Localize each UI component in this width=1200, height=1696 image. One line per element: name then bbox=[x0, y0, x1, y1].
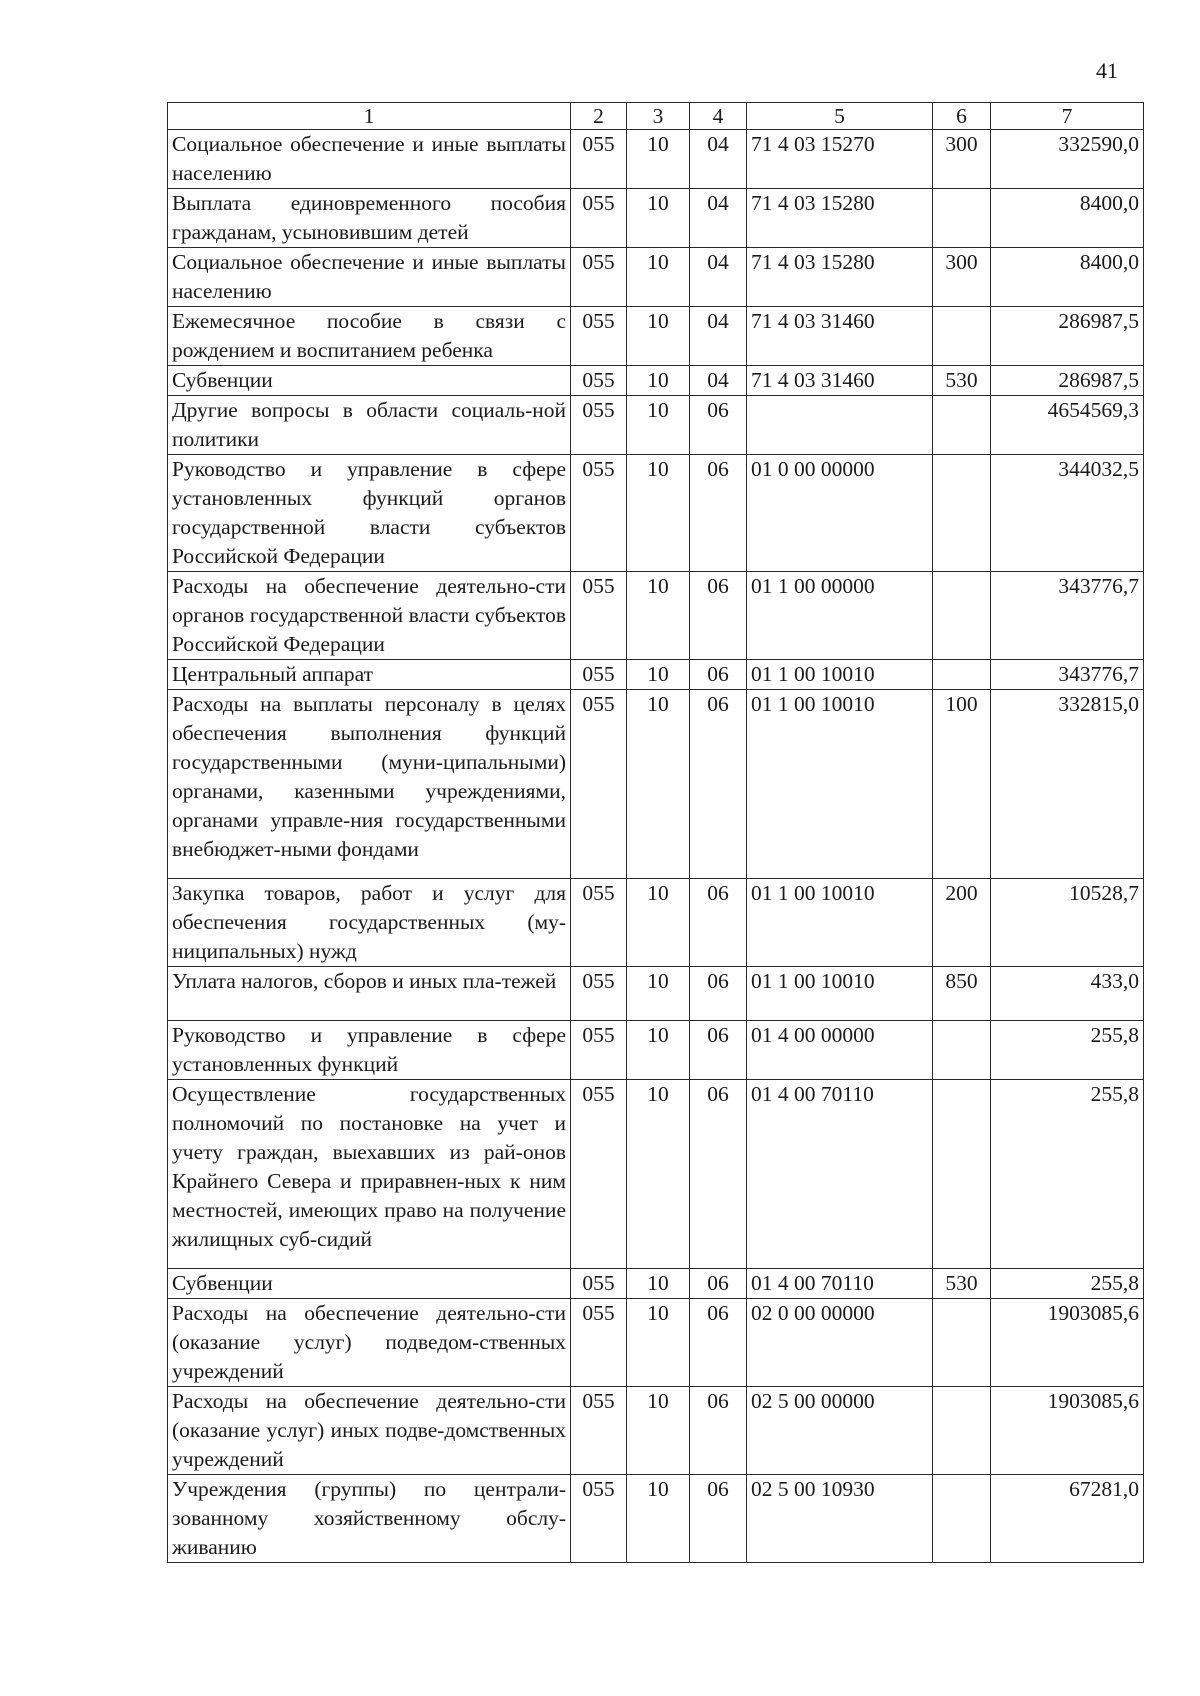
budget-table bbox=[167, 102, 1144, 1563]
amount-cell: 1903085,6 bbox=[991, 1299, 1144, 1387]
target-article-code-cell: 02 0 00 00000 bbox=[747, 1299, 933, 1387]
expense-name-cell: Социальное обеспечение и иные выплаты населению bbox=[168, 248, 571, 307]
header-cell: 2 bbox=[571, 103, 627, 130]
expense-type-code-cell: 200 bbox=[933, 879, 991, 967]
expense-name-cell: Ежемесячное пособие в связи с рождением и воспитанием ребенка bbox=[168, 307, 571, 366]
table-row bbox=[168, 879, 1144, 967]
subsection-code-cell: 06 bbox=[690, 1080, 747, 1269]
table-row bbox=[168, 455, 1144, 572]
subsection-code-cell: 06 bbox=[690, 967, 747, 1021]
amount-cell: 332815,0 bbox=[991, 690, 1144, 879]
section-code-cell: 10 bbox=[627, 130, 690, 189]
subsection-code-cell: 04 bbox=[690, 130, 747, 189]
target-article-code-cell: 01 0 00 00000 bbox=[747, 455, 933, 572]
section-code-cell: 10 bbox=[627, 1080, 690, 1269]
expense-type-code-cell: 300 bbox=[933, 130, 991, 189]
table-row bbox=[168, 967, 1144, 1021]
expense-name-cell: Субвенции bbox=[168, 1269, 571, 1299]
target-article-code-cell: 01 4 00 70110 bbox=[747, 1080, 933, 1269]
page-number: 41 bbox=[1096, 58, 1118, 83]
expense-type-code-cell bbox=[933, 455, 991, 572]
amount-cell: 255,8 bbox=[991, 1269, 1144, 1299]
ministry-code-cell: 055 bbox=[571, 572, 627, 660]
expense-type-code-cell bbox=[933, 1387, 991, 1475]
expense-type-code-cell: 530 bbox=[933, 366, 991, 396]
target-article-code-cell: 01 1 00 00000 bbox=[747, 572, 933, 660]
subsection-code-cell: 04 bbox=[690, 366, 747, 396]
expense-name-cell: Другие вопросы в области социаль-ной политики bbox=[168, 396, 571, 455]
target-article-code-cell: 71 4 03 31460 bbox=[747, 366, 933, 396]
subsection-code-cell: 06 bbox=[690, 1269, 747, 1299]
amount-cell: 255,8 bbox=[991, 1080, 1144, 1269]
expense-name-cell: Осуществление государственных полномочий по постановке на учет и учету граждан, выехавших из рай-онов Крайнего Севера и приравнен-ных к ним местностей, имеющих право на получение жилищных суб-сидий bbox=[168, 1080, 571, 1269]
expense-name-cell: Субвенции bbox=[168, 366, 571, 396]
ministry-code-cell: 055 bbox=[571, 1387, 627, 1475]
subsection-code-cell: 04 bbox=[690, 189, 747, 248]
header-cell: 3 bbox=[627, 103, 690, 130]
expense-name-cell: Закупка товаров, работ и услуг для обеспечения государственных (му-ниципальных) нужд bbox=[168, 879, 571, 967]
header-cell: 7 bbox=[991, 103, 1144, 130]
table-row bbox=[168, 1475, 1144, 1563]
expense-name-cell: Расходы на обеспечение деятельно-сти (оказание услуг) подведом-ственных учреждений bbox=[168, 1299, 571, 1387]
expense-type-code-cell: 300 bbox=[933, 248, 991, 307]
expense-type-code-cell bbox=[933, 1299, 991, 1387]
ministry-code-cell: 055 bbox=[571, 967, 627, 1021]
amount-cell: 67281,0 bbox=[991, 1475, 1144, 1563]
section-code-cell: 10 bbox=[627, 1299, 690, 1387]
expense-name-cell: Учреждения (группы) по централи-зованному хозяйственному обслу-живанию bbox=[168, 1475, 571, 1563]
subsection-code-cell: 06 bbox=[690, 1475, 747, 1563]
ministry-code-cell: 055 bbox=[571, 1021, 627, 1080]
expense-name-cell: Уплата налогов, сборов и иных пла-тежей bbox=[168, 967, 571, 1021]
target-article-code-cell: 01 1 00 10010 bbox=[747, 690, 933, 879]
expense-type-code-cell bbox=[933, 660, 991, 690]
table-header-row bbox=[168, 103, 1144, 130]
subsection-code-cell: 04 bbox=[690, 307, 747, 366]
expense-name-cell: Выплата единовременного пособия гражданам, усыновившим детей bbox=[168, 189, 571, 248]
subsection-code-cell: 06 bbox=[690, 690, 747, 879]
expense-name-cell: Расходы на выплаты персоналу в целях обеспечения выполнения функций государственными (муни-ципальными) органами, казенными учреждениями, органами управле-ния государственными внебюджет-ными фондами bbox=[168, 690, 571, 879]
table-row bbox=[168, 1387, 1144, 1475]
table-row bbox=[168, 307, 1144, 366]
subsection-code-cell: 06 bbox=[690, 1021, 747, 1080]
table-row bbox=[168, 660, 1144, 690]
subsection-code-cell: 06 bbox=[690, 396, 747, 455]
expense-type-code-cell bbox=[933, 396, 991, 455]
ministry-code-cell: 055 bbox=[571, 189, 627, 248]
amount-cell: 433,0 bbox=[991, 967, 1144, 1021]
target-article-code-cell: 02 5 00 10930 bbox=[747, 1475, 933, 1563]
target-article-code-cell: 01 1 00 10010 bbox=[747, 660, 933, 690]
expense-type-code-cell bbox=[933, 1021, 991, 1080]
expense-name-cell: Расходы на обеспечение деятельно-сти (оказание услуг) иных подве-домственных учреждений bbox=[168, 1387, 571, 1475]
amount-cell: 286987,5 bbox=[991, 307, 1144, 366]
ministry-code-cell: 055 bbox=[571, 455, 627, 572]
section-code-cell: 10 bbox=[627, 572, 690, 660]
expense-type-code-cell bbox=[933, 572, 991, 660]
ministry-code-cell: 055 bbox=[571, 660, 627, 690]
expense-type-code-cell: 530 bbox=[933, 1269, 991, 1299]
subsection-code-cell: 06 bbox=[690, 660, 747, 690]
amount-cell: 332590,0 bbox=[991, 130, 1144, 189]
subsection-code-cell: 06 bbox=[690, 572, 747, 660]
amount-cell: 8400,0 bbox=[991, 189, 1144, 248]
header-cell: 4 bbox=[690, 103, 747, 130]
ministry-code-cell: 055 bbox=[571, 366, 627, 396]
ministry-code-cell: 055 bbox=[571, 396, 627, 455]
expense-name-cell: Расходы на обеспечение деятельно-сти органов государственной власти субъектов Российской Федерации bbox=[168, 572, 571, 660]
subsection-code-cell: 06 bbox=[690, 1387, 747, 1475]
table-row bbox=[168, 248, 1144, 307]
ministry-code-cell: 055 bbox=[571, 1080, 627, 1269]
section-code-cell: 10 bbox=[627, 879, 690, 967]
table-row bbox=[168, 1080, 1144, 1269]
table-row bbox=[168, 130, 1144, 189]
expense-name-cell: Социальное обеспечение и иные выплаты населению bbox=[168, 130, 571, 189]
expense-type-code-cell bbox=[933, 189, 991, 248]
expense-type-code-cell bbox=[933, 1080, 991, 1269]
section-code-cell: 10 bbox=[627, 189, 690, 248]
amount-cell: 286987,5 bbox=[991, 366, 1144, 396]
target-article-code-cell: 01 4 00 70110 bbox=[747, 1269, 933, 1299]
expense-name-cell: Руководство и управление в сфере установленных функций bbox=[168, 1021, 571, 1080]
amount-cell: 255,8 bbox=[991, 1021, 1144, 1080]
expense-type-code-cell bbox=[933, 307, 991, 366]
subsection-code-cell: 04 bbox=[690, 248, 747, 307]
subsection-code-cell: 06 bbox=[690, 879, 747, 967]
ministry-code-cell: 055 bbox=[571, 1299, 627, 1387]
amount-cell: 4654569,3 bbox=[991, 396, 1144, 455]
target-article-code-cell: 01 1 00 10010 bbox=[747, 879, 933, 967]
section-code-cell: 10 bbox=[627, 1475, 690, 1563]
ministry-code-cell: 055 bbox=[571, 1269, 627, 1299]
section-code-cell: 10 bbox=[627, 1269, 690, 1299]
ministry-code-cell: 055 bbox=[571, 248, 627, 307]
target-article-code-cell: 02 5 00 00000 bbox=[747, 1387, 933, 1475]
section-code-cell: 10 bbox=[627, 248, 690, 307]
table-body bbox=[168, 130, 1144, 1563]
amount-cell: 10528,7 bbox=[991, 879, 1144, 967]
section-code-cell: 10 bbox=[627, 307, 690, 366]
header-cell: 5 bbox=[747, 103, 933, 130]
ministry-code-cell: 055 bbox=[571, 1475, 627, 1563]
amount-cell: 8400,0 bbox=[991, 248, 1144, 307]
section-code-cell: 10 bbox=[627, 690, 690, 879]
section-code-cell: 10 bbox=[627, 967, 690, 1021]
subsection-code-cell: 06 bbox=[690, 455, 747, 572]
subsection-code-cell: 06 bbox=[690, 1299, 747, 1387]
amount-cell: 1903085,6 bbox=[991, 1387, 1144, 1475]
table-row bbox=[168, 1021, 1144, 1080]
table-row bbox=[168, 1299, 1144, 1387]
target-article-code-cell bbox=[747, 396, 933, 455]
ministry-code-cell: 055 bbox=[571, 879, 627, 967]
target-article-code-cell: 71 4 03 31460 bbox=[747, 307, 933, 366]
target-article-code-cell: 01 4 00 00000 bbox=[747, 1021, 933, 1080]
expense-type-code-cell bbox=[933, 1475, 991, 1563]
section-code-cell: 10 bbox=[627, 1387, 690, 1475]
expense-name-cell: Руководство и управление в сфере установленных функций органов государственной власти субъектов Российской Федерации bbox=[168, 455, 571, 572]
section-code-cell: 10 bbox=[627, 396, 690, 455]
amount-cell: 343776,7 bbox=[991, 660, 1144, 690]
amount-cell: 344032,5 bbox=[991, 455, 1144, 572]
table-row bbox=[168, 690, 1144, 879]
expense-type-code-cell: 100 bbox=[933, 690, 991, 879]
target-article-code-cell: 01 1 00 10010 bbox=[747, 967, 933, 1021]
target-article-code-cell: 71 4 03 15280 bbox=[747, 248, 933, 307]
target-article-code-cell: 71 4 03 15280 bbox=[747, 189, 933, 248]
section-code-cell: 10 bbox=[627, 455, 690, 572]
header-cell: 1 bbox=[168, 103, 571, 130]
expense-name-cell: Центральный аппарат bbox=[168, 660, 571, 690]
table-row bbox=[168, 572, 1144, 660]
target-article-code-cell: 71 4 03 15270 bbox=[747, 130, 933, 189]
ministry-code-cell: 055 bbox=[571, 130, 627, 189]
section-code-cell: 10 bbox=[627, 660, 690, 690]
table-row bbox=[168, 1269, 1144, 1299]
table-row bbox=[168, 189, 1144, 248]
amount-cell: 343776,7 bbox=[991, 572, 1144, 660]
table-row bbox=[168, 366, 1144, 396]
section-code-cell: 10 bbox=[627, 1021, 690, 1080]
section-code-cell: 10 bbox=[627, 366, 690, 396]
ministry-code-cell: 055 bbox=[571, 307, 627, 366]
header-cell: 6 bbox=[933, 103, 991, 130]
expense-type-code-cell: 850 bbox=[933, 967, 991, 1021]
ministry-code-cell: 055 bbox=[571, 690, 627, 879]
table-row bbox=[168, 396, 1144, 455]
